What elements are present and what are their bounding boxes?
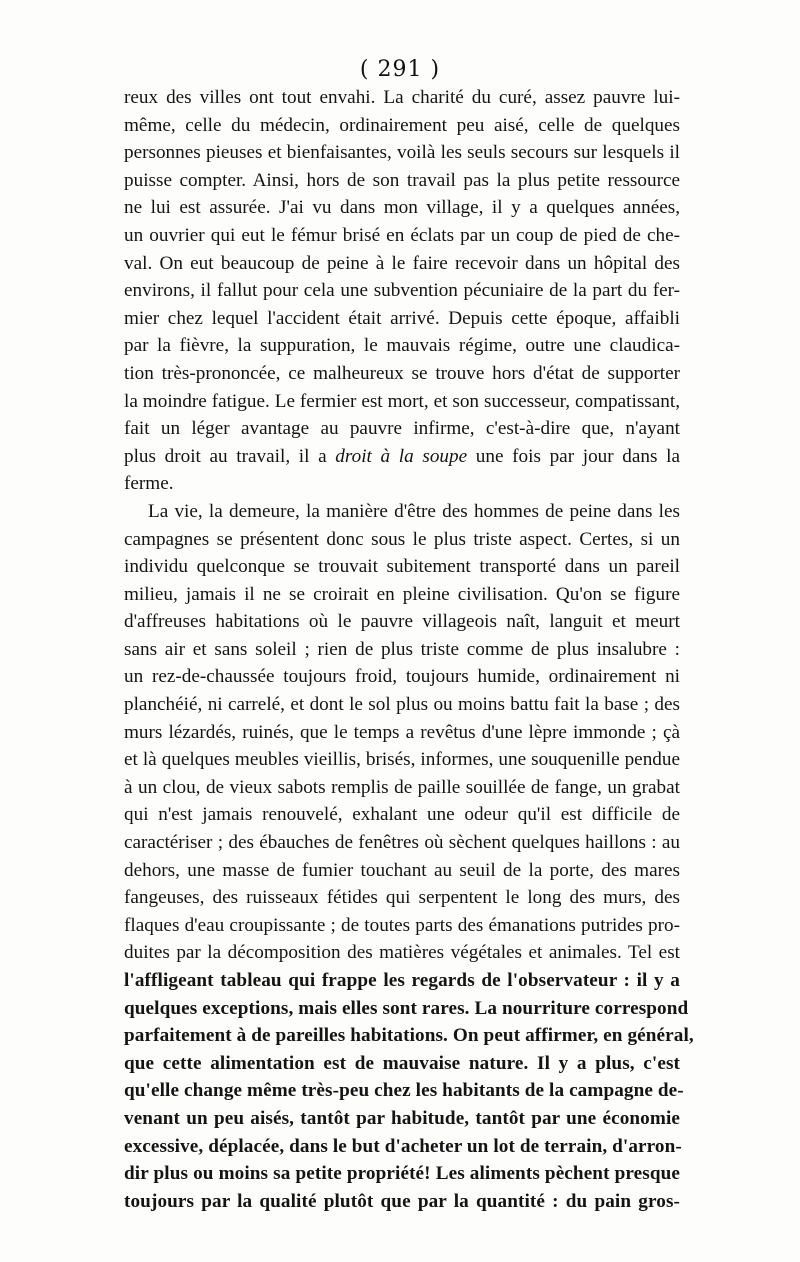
- text-line: caractériser ; des ébauches de fenêtres où sèchent quelques haillons : au: [124, 832, 680, 854]
- text-line: venant un peu aisés, tantôt par habitude, tantôt par une économie: [124, 1107, 680, 1129]
- text-line: flaques d'eau croupissante ; de toutes parts des émanations putrides pro-: [124, 914, 680, 936]
- text-line: planchéié, ni carrelé, et dont le sol plus ou moins battu fait la base ; des: [124, 694, 680, 716]
- text-line: ferme.: [124, 473, 174, 495]
- text-line: l'affligeant tableau qui frappe les regards de l'observateur : il y a: [124, 970, 680, 991]
- text-line: quelques exceptions, mais elles sont rares. La nourriture correspond: [124, 997, 689, 1019]
- text-line: environs, il fallut pour cela une subvention pécuniaire de la part du fer-: [124, 280, 680, 302]
- text-line: val. On eut beaucoup de peine à le faire recevoir dans un hôpital des: [124, 252, 680, 274]
- text-line: fangeuses, des ruisseaux fétides qui serpentent le long des murs, des: [124, 887, 680, 909]
- text-line: tion très-prononcée, ce malheureux se trouve hors d'état de supporter: [124, 362, 680, 384]
- text-line: à un clou, de vieux sabots remplis de paille souillée de fange, un grabat: [124, 776, 680, 798]
- text-line: dehors, une masse de fumier touchant au seuil de la porte, des mares: [124, 859, 680, 881]
- text-line: puisse compter. Ainsi, hors de son travail pas la plus petite ressource: [124, 169, 680, 191]
- text-line: qui n'est jamais renouvelé, exhalant une odeur qu'il est difficile de: [124, 804, 680, 826]
- italic-phrase: droit à la soupe: [335, 445, 468, 467]
- text-line: qu'elle change même très-peu chez les habitants de la campagne de-: [124, 1080, 684, 1102]
- text-line: campagnes se présentent donc sous le plus triste aspect. Certes, si un: [124, 528, 680, 550]
- text-line: par la fièvre, la suppuration, le mauvais régime, outre une claudica-: [124, 335, 680, 357]
- text-line: dir plus ou moins sa petite propriété! Les aliments pèchent presque: [124, 1163, 680, 1185]
- text-line: d'affreuses habitations où le pauvre villageois naît, languit et meurt: [124, 611, 680, 633]
- text-segment: plus droit au travail, il a: [124, 445, 336, 467]
- text-line: duites par la décomposition des matières végétales et animales. Tel est: [124, 942, 680, 964]
- text-line: toujours par la qualité plutôt que par la quantité : du pain gros-: [124, 1190, 680, 1212]
- body-text: [124, 84, 694, 1215]
- text-line: La vie, la demeure, la manière d'être des hommes de peine dans les: [148, 500, 680, 522]
- paragraph-2: [124, 498, 694, 1215]
- text-line: personnes pieuses et bienfaisantes, voilà les seuls secours sur lesquels il: [124, 142, 680, 164]
- text-segment: une fois par jour dans la: [467, 445, 680, 467]
- text-line: la moindre fatigue. Le fermier est mort, et son successeur, compatissant,: [124, 390, 680, 412]
- text-line: sans air et sans soleil ; rien de plus triste comme de plus insalubre :: [124, 638, 680, 660]
- text-line-with-emphasis: [124, 443, 680, 471]
- text-line: milieu, jamais il ne se croirait en pleine civilisation. Qu'on se figure: [124, 583, 680, 605]
- text-line: même, celle du médecin, ordinairement peu aisé, celle de quelques: [124, 114, 680, 136]
- paragraph-1: [124, 84, 680, 498]
- text-line: ne lui est assurée. J'ai vu dans mon village, il y a quelques années,: [124, 197, 680, 219]
- text-line: excessive, déplacée, dans le but d'acheter un lot de terrain, d'arron-: [124, 1135, 682, 1157]
- text-line: fait un léger avantage au pauvre infirme, c'est-à-dire que, n'ayant: [124, 418, 680, 440]
- page-number: ( 291 ): [359, 57, 441, 82]
- dense-print-section: [124, 967, 694, 1215]
- text-line: un rez-de-chaussée toujours froid, toujours humide, ordinairement ni: [124, 666, 680, 688]
- text-line: murs lézardés, ruinés, que le temps a revêtus d'une lèpre immonde ; çà: [124, 721, 680, 743]
- text-line: mier chez lequel l'accident était arrivé. Depuis cette époque, affaibli: [124, 307, 680, 329]
- text-line: individu quelconque se trouvait subitement transporté dans un pareil: [124, 556, 680, 578]
- text-line: et là quelques meubles vieillis, brisés, informes, une souquenille pendue: [124, 749, 680, 771]
- text-line: reux des villes ont tout envahi. La charité du curé, assez pauvre lui-: [124, 87, 680, 108]
- text-line: parfaitement à de pareilles habitations. On peut affirmer, en général,: [124, 1025, 694, 1047]
- text-line: un ouvrier qui eut le fémur brisé en éclats par un coup de pied de che-: [124, 224, 680, 246]
- text-line: que cette alimentation est de mauvaise nature. Il y a plus, c'est: [124, 1052, 680, 1074]
